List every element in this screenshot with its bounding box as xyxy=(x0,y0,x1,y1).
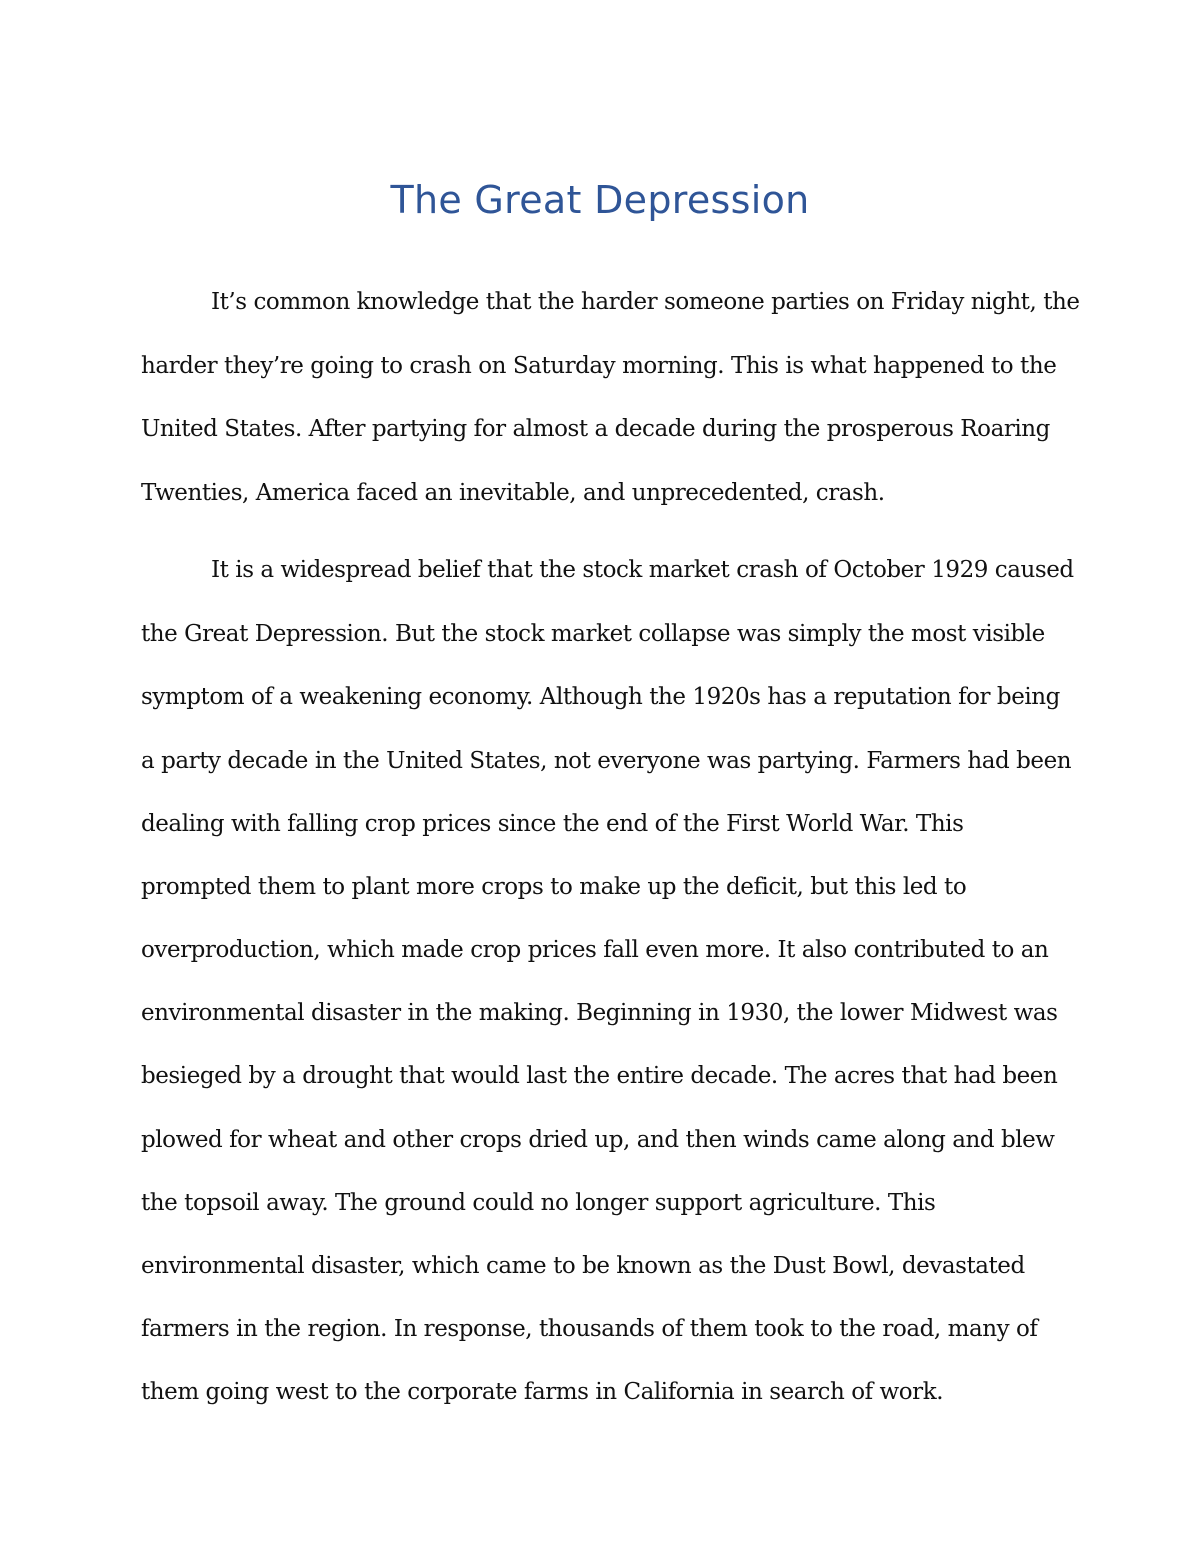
paragraph-line: environmental disaster, which came to be known as the Dust Bowl, devastated xyxy=(141,1253,1025,1279)
paragraph-line: It is a widespread belief that the stock market crash of October 1929 caused xyxy=(211,557,1074,583)
paragraph-line: the Great Depression. But the stock market collapse was simply the most visible xyxy=(141,621,1045,647)
paragraph-line: symptom of a weakening economy. Although the 1920s has a reputation for being xyxy=(141,684,1060,710)
paragraph-line: United States. After partying for almost a decade during the prosperous Roaring xyxy=(141,416,1050,442)
paragraph-line: the topsoil away. The ground could no longer support agriculture. This xyxy=(141,1190,936,1216)
paragraph-line: farmers in the region. In response, thousands of them took to the road, many of xyxy=(141,1316,1038,1342)
paragraph-line: Twenties, America faced an inevitable, and unprecedented, crash. xyxy=(141,480,885,506)
document-title: The Great Depression xyxy=(390,178,810,222)
paragraph-line: dealing with falling crop prices since the end of the First World War. This xyxy=(141,811,964,837)
paragraph-line: them going west to the corporate farms in California in search of work. xyxy=(141,1379,944,1405)
paragraph-line: overproduction, which made crop prices fall even more. It also contributed to an xyxy=(141,937,1049,963)
paragraph-line: besieged by a drought that would last the entire decade. The acres that had been xyxy=(141,1063,1058,1089)
paragraph-line: It’s common knowledge that the harder someone parties on Friday night, the xyxy=(211,289,1080,315)
paragraph-line: harder they’re going to crash on Saturday morning. This is what happened to the xyxy=(141,353,1057,379)
paragraph-line: environmental disaster in the making. Beginning in 1930, the lower Midwest was xyxy=(141,1000,1058,1026)
paragraph-line: prompted them to plant more crops to make up the deficit, but this led to xyxy=(141,874,967,900)
paragraph-line: a party decade in the United States, not everyone was partying. Farmers had been xyxy=(141,748,1072,774)
paragraph-line: plowed for wheat and other crops dried up, and then winds came along and blew xyxy=(141,1127,1055,1153)
